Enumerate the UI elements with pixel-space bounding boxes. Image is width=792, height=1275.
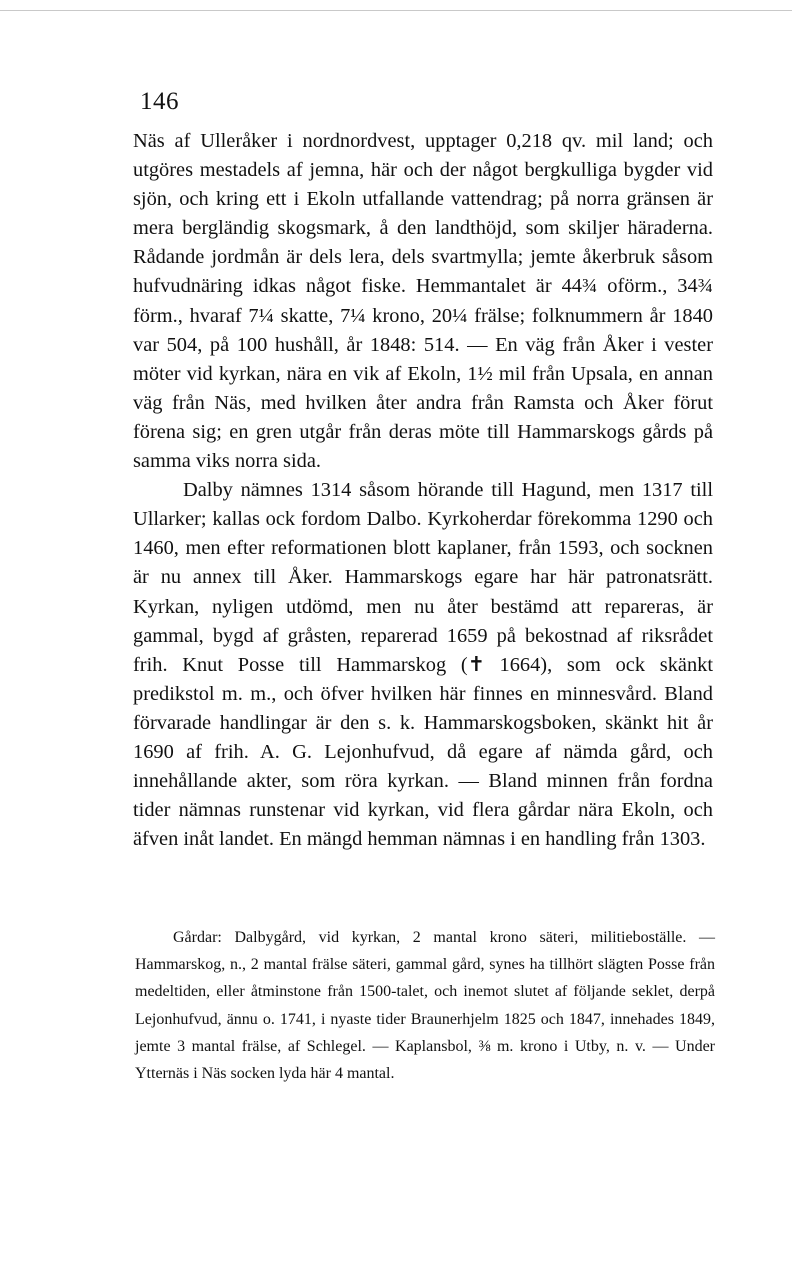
page-number: 146 — [140, 88, 179, 115]
main-text — [133, 127, 713, 854]
notes-paragraph: Gårdar: Dalbygård, vid kyrkan, 2 mantal krono säteri, militieboställe. — Hammarskog, n., 2 mantal frälse säteri, gammal gård, synes ha tillhört slägten Posse från medeltiden, eller åtminstone från 1500-talet, och inemot slutet af följande seklet, derpå Lejonhufvud, ännu o. 1741, i nyaste tider Braunerhjelm 1825 och 1847, innehades 1849, jemte 3 mantal frälse, af Schlegel. — Kaplansbol, ⅜ m. krono i Utby, n. v. — Under Ytternäs i Näs socken lyda här 4 mantal. — [135, 929, 715, 1083]
paragraph-dalby: Dalby nämnes 1314 såsom hörande till Hagund, men 1317 till Ullarker; kallas ock fordom Dalbo. Kyrkoherdar förekomma 1290 och 1460, men efter reformationen blott kaplaner, från 1593, och socknen är nu annex till Åker. Hammarskogs egare har här patronatsrätt. Kyrkan, nyligen utdömd, men nu åter bestämd att repareras, är gammal, bygd af gråsten, reparerad 1659 på bekostnad af riksrådet frih. Knut Posse till Hammarskog (✝ 1664), som ock skänkt predikstol m. m., och öfver hvilken här finnes en minnesvård. Bland förvarade handlingar är den s. k. Hammarskogsboken, skänkt hit år 1690 af frih. A. G. Lejonhufvud, då egare af nämda gård, och innehållande akter, som röra kyrkan. — Bland minnen från fordna tider nämnas runstenar vid kyrkan, vid flera gårdar nära Ekoln, och äfven inåt landet. En mängd hemman nämnas i en handling från 1303. — [133, 479, 713, 851]
page-top-edge — [0, 10, 792, 11]
notes-section — [135, 924, 715, 1087]
paragraph-nas: Näs af Ulleråker i nordnordvest, upptager 0,218 qv. mil land; och utgöres mestadels af jemna, här och der något bergkulliga bygder vid sjön, och kring ett i Ekoln utfallande vattendrag; på norra gränsen är mera bergländig skogsmark, å den landthöjd, som skiljer häraderna. Rådande jordmån är dels lera, dels svartmylla; jemte åkerbruk såsom hufvudnäring idkas något fiske. Hemmantalet är 44¾ oförm., 34¾ förm., hvaraf 7¼ skatte, 7¼ krono, 20¼ frälse; folknummern år 1840 var 504, på 100 hushåll, år 1848: 514. — En väg från Åker i vester möter vid kyrkan, nära en vik af Ekoln, 1½ mil från Upsala, en annan väg från Näs, med hvilken åter andra från Ramsta och Åker förut förena sig; en gren utgår från deras möte till Hammarskogs gårds på samma viks norra sida. — [133, 130, 713, 473]
